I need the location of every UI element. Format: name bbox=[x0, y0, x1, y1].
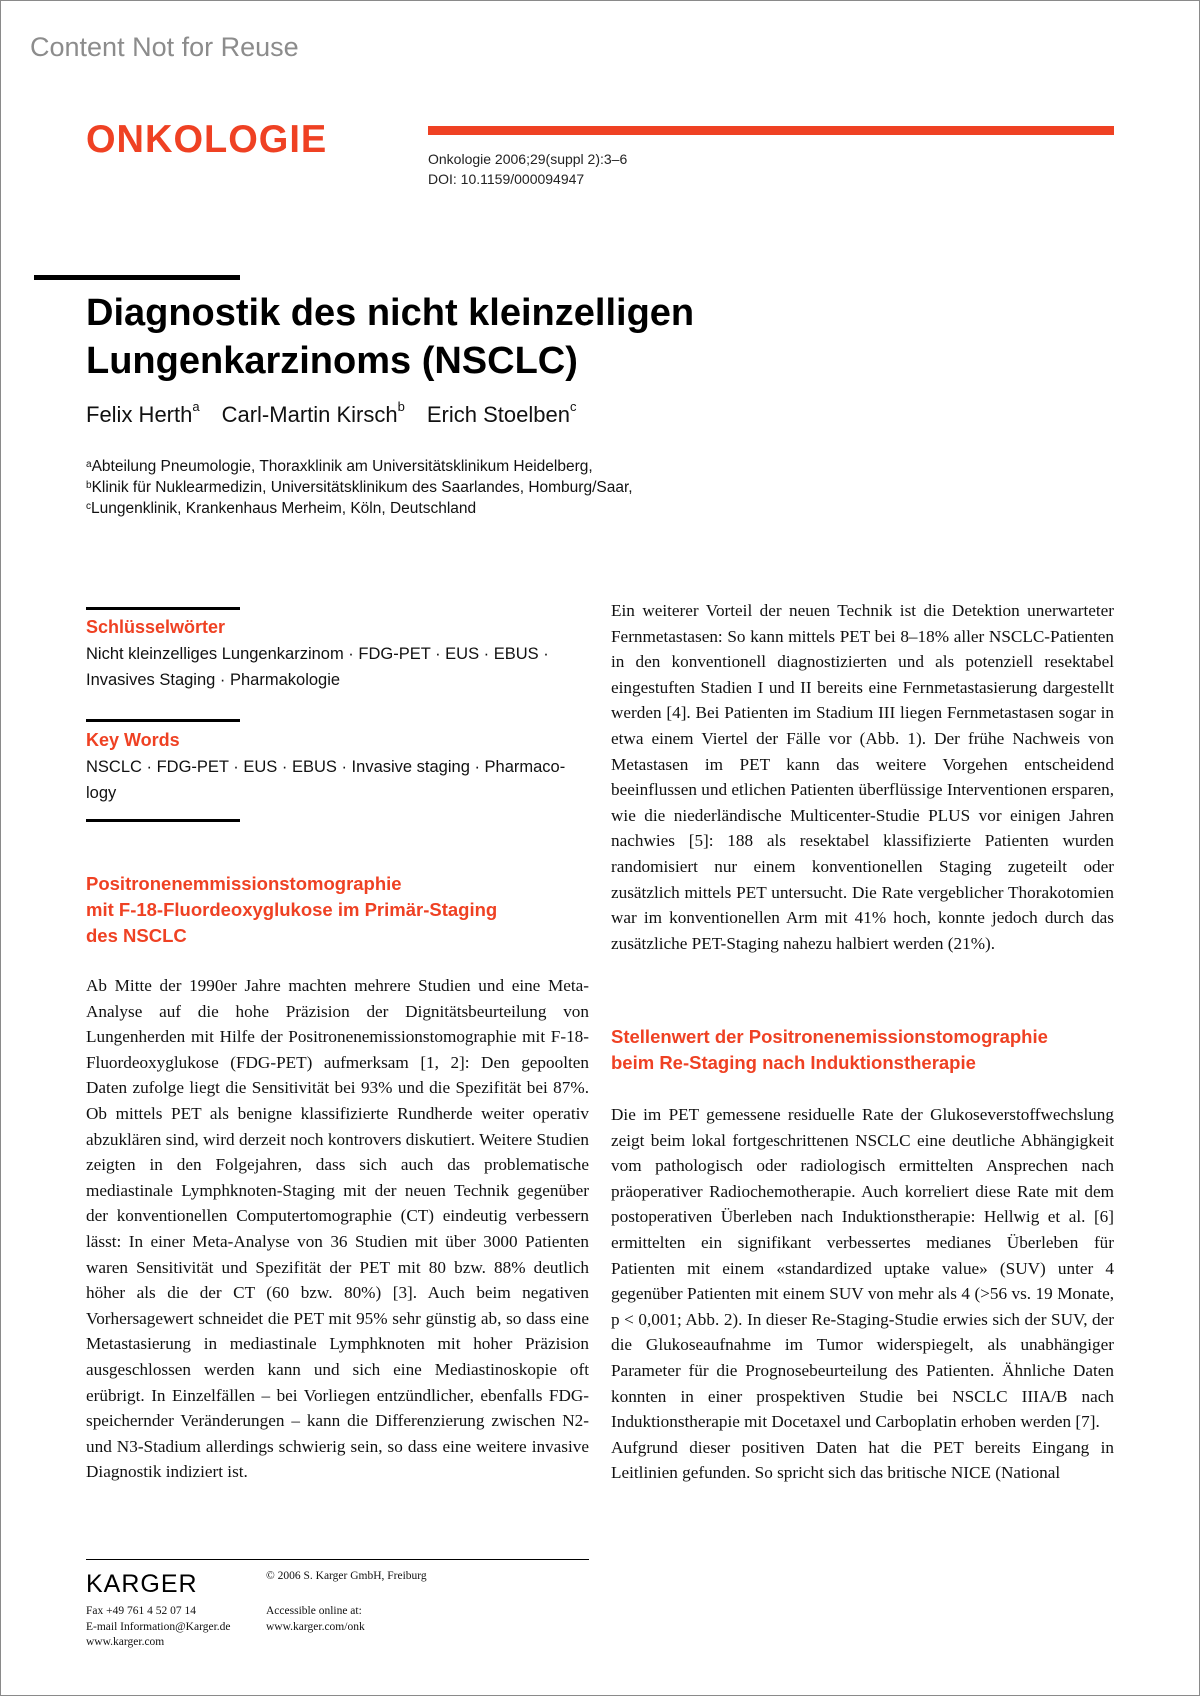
citation-block bbox=[428, 149, 627, 189]
title-rule bbox=[34, 275, 240, 280]
keywords-en-line: logy bbox=[86, 784, 117, 802]
web-link[interactable]: www.karger.com bbox=[86, 1636, 165, 1648]
keywords-en-list bbox=[86, 754, 591, 806]
keywords-en-line: NSCLC · FDG-PET · EUS · EBUS · Invasive staging · Pharmaco- bbox=[86, 758, 566, 776]
keywords-rule bbox=[86, 607, 240, 610]
keywords-en-heading: Key Words bbox=[86, 730, 180, 750]
footer-rule bbox=[86, 1559, 589, 1560]
affiliation: $^c$Lungenklinik, Krankenhaus Merheim, Köln, Deutschland bbox=[86, 500, 477, 517]
article-title bbox=[86, 289, 986, 385]
keywords-de-line: Nicht kleinzelliges Lungenkarzinom · FDG-PET · EUS · EBUS · bbox=[86, 645, 549, 663]
watermark: Content Not for Reuse bbox=[30, 32, 299, 62]
title-line-2: Lungenkarzinoms (NSCLC) bbox=[86, 340, 578, 382]
paragraph: Aufgrund dieser positiven Daten hat die PET bereits Eingang in Leitlinien gefunden. So spricht sich das britische NICE (National bbox=[611, 1437, 1114, 1483]
author: Carl-Martin Kirsch$^b$ bbox=[221, 399, 405, 427]
affiliations bbox=[86, 456, 633, 519]
affiliation: $^a$Abteilung Pneumologie, Thoraxklinik am Universitätsklinikum Heidelberg, bbox=[86, 458, 593, 475]
author: Erich Stoelben$^c$ bbox=[426, 399, 577, 427]
section-heading: Positronenemmissionstomographie mit F-18-Fluordeoxyglukose im Primär-Staging des NSCLC bbox=[86, 873, 498, 946]
online-access bbox=[266, 1604, 365, 1635]
title-line-1: Diagnostik des nicht kleinzelligen bbox=[86, 292, 695, 334]
paragraph: Ein weiterer Vorteil der neuen Technik ist die Detektion unerwarteter Fernmetastasen: So kann mittels PET bei 8–18% aller NSCLC-Patienten in den konventionell diagnostizierten und als potenziell resektabel eingestuften Stadien I und II bereits eine Fernmetastasierung dargestellt werden [4]. Bei Patienten im Stadium III liegen Fernmetastasen sogar in etwa einem Viertel der Fälle vor (Abb. 1). Der frühe Nachweis von Metastasen im PET kann das weitere Vorgehen entscheidend beeinflussen und etlichen Patienten überflüssige Interventionen ersparen, wie die niederländische Multicenter-Studie PLUS vor einigen Jahren nachwies [5]: 188 als resektabel klassifizierte Patienten wurden randomisiert nur einem konventionellen Staging zugeteilt oder zusätzlich mittels PET untersucht. Die Rate vergeblicher Thorakotomien war im konventionellen Arm mit 41% hoch, konnte jedoch durch das zusätzliche PET-Staging nahezu halbiert werden (21%). bbox=[611, 601, 1114, 953]
keywords-de-heading: Schlüsselwörter bbox=[86, 617, 226, 637]
author-list bbox=[86, 399, 577, 428]
section-heading: Stellenwert der Positronenemissionstomographie beim Re-Staging nach Induktionstherapie bbox=[611, 1026, 1048, 1073]
header-accent-bar bbox=[428, 126, 1114, 135]
paragraph: Die im PET gemessene residuelle Rate der Glukoseverstoffwechslung zeigt beim lokal fortgeschrittenen NSCLC eine deutliche Abhängigkeit vom pathologisch oder radiologisch ermittelten Ansprechen nach präoperativer Radiochemotherapie. Auch korreliert diese Rate mit dem postoperativen Überleben nach Induktionstherapie: Hellwig et al. [6] ermittelten ein signifikant verbessertes medianes Überleben für Patienten mit einem «standardized uptake value» (SUV) unter 4 gegenüber Patienten mit einem SUV von mehr als 4 (>56 vs. 19 Monate, p < 0,001; Abb. 2). In dieser Re-Staging-Studie erwies sich der SUV, der die Glukoseaufnahme im Tumor widerspiegelt, als unabhängiger Parameter für die Prognosebeurteilung des Patienten. Ähnliche Daten konnten in einer prospektiven Studie bei NSCLC IIIA/B nach Induktionstherapie mit Docetaxel und Carboplatin erhoben werden [7]. bbox=[611, 1105, 1114, 1432]
journal-logo: ONKOLOGIE bbox=[86, 118, 328, 162]
publisher-contact bbox=[86, 1604, 231, 1651]
email-text: E-mail Information@Karger.de bbox=[86, 1620, 231, 1633]
body-text-right-top bbox=[611, 598, 1114, 956]
body-text-right-bottom bbox=[611, 1102, 1114, 1486]
online-label: Accessible online at: bbox=[266, 1605, 362, 1617]
copyright-text: © 2006 S. Karger GmbH, Freiburg bbox=[266, 1570, 427, 1582]
author: Felix Herth$^a$ bbox=[86, 399, 200, 427]
body-text-left bbox=[86, 973, 589, 1485]
fax-text: Fax +49 761 4 52 07 14 bbox=[86, 1605, 196, 1617]
keywords-rule bbox=[86, 819, 240, 822]
online-url-link[interactable]: www.karger.com/onk bbox=[266, 1620, 365, 1633]
keywords-de-list bbox=[86, 641, 591, 693]
citation-text: Onkologie 2006;29(suppl 2):3–6 bbox=[428, 151, 628, 167]
keywords-de-line: Invasives Staging · Pharmakologie bbox=[86, 671, 341, 689]
affiliation: $^b$Klinik für Nuklearmedizin, Universitätsklinikum des Saarlandes, Homburg/Saar, bbox=[86, 479, 633, 496]
doi-text: DOI: 10.1159/000094947 bbox=[428, 171, 585, 187]
paragraph: Ab Mitte der 1990er Jahre machten mehrere Studien und eine Meta-Analyse auf die hohe Präzision der Dignitätsbeurteilung von Lungenherden mit Hilfe der Positronenemissionstomographie mit F-18-Fluordeoxyglukose (FDG-PET) aufmerksam [1, 2]: Den gepoolten Daten zufolge liegt die Sensitivität bei 93% und die Spezifität bei 87%. Ob mittels PET als benigne klassifizierte Rundherde weiter operativ abzuklären sind, wird derzeit noch kontrovers diskutiert. Weitere Studien zeigten in den Folgejahren, dass sich auch das problematische mediastinale Lymphknoten-Staging mit der neuen Technik gegenüber der konventionellen Computertomographie (CT) eindeutig verbessern lässt: In einer Meta-Analyse von 36 Studien mit über 3000 Patienten waren Sensitivität und Spezifität der PET mit 80 bzw. 88% deutlich höher als die der CT (60 bzw. 80%) [3]. Auch beim negativen Vorhersagewert schneidet die PET mit 95% sehr günstig ab, so dass eine Metastasierung in mediastinale Lymphknoten mit hoher Präzision ausgeschlossen werden kann und sich eine Mediastinoskopie oft erübrigt. In Einzelfällen – bei Vorliegen entzündlicher, ebenfalls FDG-speichernder Veränderungen – kann die Differenzierung zwischen N2- und N3-Stadium allerdings schwierig sein, so dass eine weitere invasive Diagnostik indiziert ist. bbox=[86, 976, 589, 1482]
keywords-rule bbox=[86, 719, 240, 722]
publisher-logo: KARGER bbox=[86, 1570, 198, 1598]
